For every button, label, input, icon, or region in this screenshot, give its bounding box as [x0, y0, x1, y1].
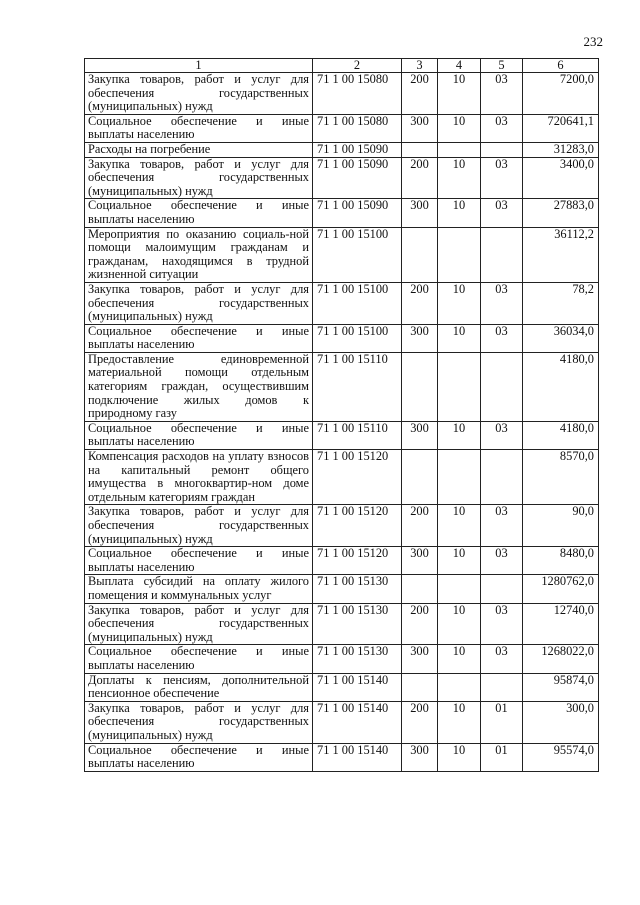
cell-amount: 78,2 [523, 282, 599, 324]
cell-code: 71 1 00 15140 [313, 673, 402, 701]
cell-name: Социальное обеспечение и иные выплаты населению [85, 324, 313, 352]
table-row [85, 199, 599, 227]
cell-rz: 10 [438, 701, 481, 743]
cell-vr [402, 352, 438, 421]
cell-name: Социальное обеспечение и иные выплаты населению [85, 645, 313, 673]
cell-code: 71 1 00 15130 [313, 603, 402, 645]
cell-amount: 90,0 [523, 505, 599, 547]
cell-rz [438, 575, 481, 603]
table-row [85, 227, 599, 282]
cell-amount: 1268022,0 [523, 645, 599, 673]
cell-amount: 12740,0 [523, 603, 599, 645]
table-row [85, 142, 599, 157]
cell-code: 71 1 00 15100 [313, 324, 402, 352]
cell-name: Предоставление единовременной материальной помощи отдельным категориям граждан, осуществившим подключение жилых домов к природному газу [85, 352, 313, 421]
cell-code: 71 1 00 15100 [313, 282, 402, 324]
cell-amount: 7200,0 [523, 73, 599, 115]
cell-name: Социальное обеспечение и иные выплаты населению [85, 743, 313, 771]
header-row [85, 59, 599, 73]
cell-name: Закупка товаров, работ и услуг для обеспечения государственных (муниципальных) нужд [85, 701, 313, 743]
cell-pr: 03 [481, 282, 523, 324]
cell-vr [402, 227, 438, 282]
cell-code: 71 1 00 15090 [313, 157, 402, 199]
cell-code: 71 1 00 15090 [313, 199, 402, 227]
cell-code: 71 1 00 15130 [313, 575, 402, 603]
cell-amount: 3400,0 [523, 157, 599, 199]
cell-rz [438, 227, 481, 282]
cell-rz: 10 [438, 421, 481, 449]
cell-vr: 200 [402, 603, 438, 645]
cell-code: 71 1 00 15080 [313, 114, 402, 142]
cell-name: Доплаты к пенсиям, дополнительной пенсионное обеспечение [85, 673, 313, 701]
cell-pr: 03 [481, 547, 523, 575]
cell-code: 71 1 00 15120 [313, 547, 402, 575]
cell-amount: 36034,0 [523, 324, 599, 352]
table-row [85, 73, 599, 115]
cell-name: Выплата субсидий на оплату жилого помещения и коммунальных услуг [85, 575, 313, 603]
cell-amount: 95574,0 [523, 743, 599, 771]
cell-code: 71 1 00 15110 [313, 352, 402, 421]
cell-pr [481, 575, 523, 603]
cell-rz [438, 142, 481, 157]
cell-rz: 10 [438, 157, 481, 199]
cell-amount: 4180,0 [523, 352, 599, 421]
table-row [85, 547, 599, 575]
cell-amount: 36112,2 [523, 227, 599, 282]
header-col-1: 1 [85, 59, 313, 73]
table-row [85, 157, 599, 199]
cell-vr [402, 673, 438, 701]
cell-vr: 300 [402, 324, 438, 352]
cell-code: 71 1 00 15130 [313, 645, 402, 673]
cell-rz: 10 [438, 324, 481, 352]
cell-pr: 03 [481, 73, 523, 115]
table-row [85, 114, 599, 142]
header-col-5: 5 [481, 59, 523, 73]
table-row [85, 645, 599, 673]
budget-table [84, 58, 599, 772]
table-row [85, 324, 599, 352]
cell-name: Расходы на погребение [85, 142, 313, 157]
table-row [85, 673, 599, 701]
cell-amount: 8570,0 [523, 450, 599, 505]
cell-code: 71 1 00 15110 [313, 421, 402, 449]
cell-amount: 720641,1 [523, 114, 599, 142]
cell-pr: 01 [481, 743, 523, 771]
cell-rz: 10 [438, 282, 481, 324]
cell-amount: 95874,0 [523, 673, 599, 701]
cell-name: Закупка товаров, работ и услуг для обеспечения государственных (муниципальных) нужд [85, 603, 313, 645]
cell-rz: 10 [438, 505, 481, 547]
cell-pr: 03 [481, 603, 523, 645]
cell-pr: 03 [481, 324, 523, 352]
header-col-6: 6 [523, 59, 599, 73]
cell-pr [481, 352, 523, 421]
cell-pr: 03 [481, 114, 523, 142]
table-row [85, 421, 599, 449]
cell-code: 71 1 00 15120 [313, 450, 402, 505]
cell-rz: 10 [438, 199, 481, 227]
cell-vr: 300 [402, 199, 438, 227]
cell-pr [481, 450, 523, 505]
cell-pr [481, 142, 523, 157]
cell-name: Социальное обеспечение и иные выплаты населению [85, 421, 313, 449]
cell-vr [402, 450, 438, 505]
cell-pr: 03 [481, 645, 523, 673]
cell-amount: 27883,0 [523, 199, 599, 227]
cell-rz: 10 [438, 114, 481, 142]
cell-vr: 200 [402, 282, 438, 324]
cell-amount: 1280762,0 [523, 575, 599, 603]
cell-vr [402, 575, 438, 603]
cell-name: Социальное обеспечение и иные выплаты населению [85, 547, 313, 575]
cell-name: Закупка товаров, работ и услуг для обеспечения государственных (муниципальных) нужд [85, 505, 313, 547]
table-row [85, 352, 599, 421]
cell-name: Мероприятия по оказанию социаль-ной помощи малоимущим гражданам и гражданам, находящимся в трудной жизненной ситуации [85, 227, 313, 282]
cell-code: 71 1 00 15140 [313, 743, 402, 771]
cell-name: Компенсация расходов на уплату взносов на капитальный ремонт общего имущества в многоквартир-ном доме отдельным категориям граждан [85, 450, 313, 505]
table-row [85, 603, 599, 645]
cell-code: 71 1 00 15080 [313, 73, 402, 115]
cell-amount: 31283,0 [523, 142, 599, 157]
table-row [85, 575, 599, 603]
cell-rz: 10 [438, 743, 481, 771]
page-number: 232 [583, 34, 603, 49]
cell-rz [438, 673, 481, 701]
header-col-2: 2 [313, 59, 402, 73]
cell-pr [481, 673, 523, 701]
table-row [85, 282, 599, 324]
cell-rz: 10 [438, 547, 481, 575]
cell-vr: 300 [402, 421, 438, 449]
cell-vr: 200 [402, 157, 438, 199]
cell-pr: 01 [481, 701, 523, 743]
cell-amount: 8480,0 [523, 547, 599, 575]
cell-pr [481, 227, 523, 282]
cell-amount: 4180,0 [523, 421, 599, 449]
cell-vr: 300 [402, 645, 438, 673]
cell-vr: 200 [402, 701, 438, 743]
cell-vr: 300 [402, 114, 438, 142]
cell-rz: 10 [438, 603, 481, 645]
cell-rz [438, 352, 481, 421]
header-col-4: 4 [438, 59, 481, 73]
table-row [85, 701, 599, 743]
cell-vr: 300 [402, 743, 438, 771]
table-row [85, 743, 599, 771]
cell-vr: 300 [402, 547, 438, 575]
cell-code: 71 1 00 15090 [313, 142, 402, 157]
cell-name: Социальное обеспечение и иные выплаты населению [85, 199, 313, 227]
cell-rz [438, 450, 481, 505]
header-col-3: 3 [402, 59, 438, 73]
table-row [85, 505, 599, 547]
cell-name: Социальное обеспечение и иные выплаты населению [85, 114, 313, 142]
table-row [85, 450, 599, 505]
cell-code: 71 1 00 15100 [313, 227, 402, 282]
cell-name: Закупка товаров, работ и услуг для обеспечения государственных (муниципальных) нужд [85, 157, 313, 199]
cell-name: Закупка товаров, работ и услуг для обеспечения государственных (муниципальных) нужд [85, 73, 313, 115]
cell-name: Закупка товаров, работ и услуг для обеспечения государственных (муниципальных) нужд [85, 282, 313, 324]
cell-pr: 03 [481, 199, 523, 227]
cell-pr: 03 [481, 157, 523, 199]
cell-code: 71 1 00 15140 [313, 701, 402, 743]
cell-pr: 03 [481, 421, 523, 449]
cell-amount: 300,0 [523, 701, 599, 743]
cell-rz: 10 [438, 73, 481, 115]
cell-pr: 03 [481, 505, 523, 547]
cell-vr: 200 [402, 73, 438, 115]
cell-vr [402, 142, 438, 157]
cell-vr: 200 [402, 505, 438, 547]
cell-code: 71 1 00 15120 [313, 505, 402, 547]
cell-rz: 10 [438, 645, 481, 673]
